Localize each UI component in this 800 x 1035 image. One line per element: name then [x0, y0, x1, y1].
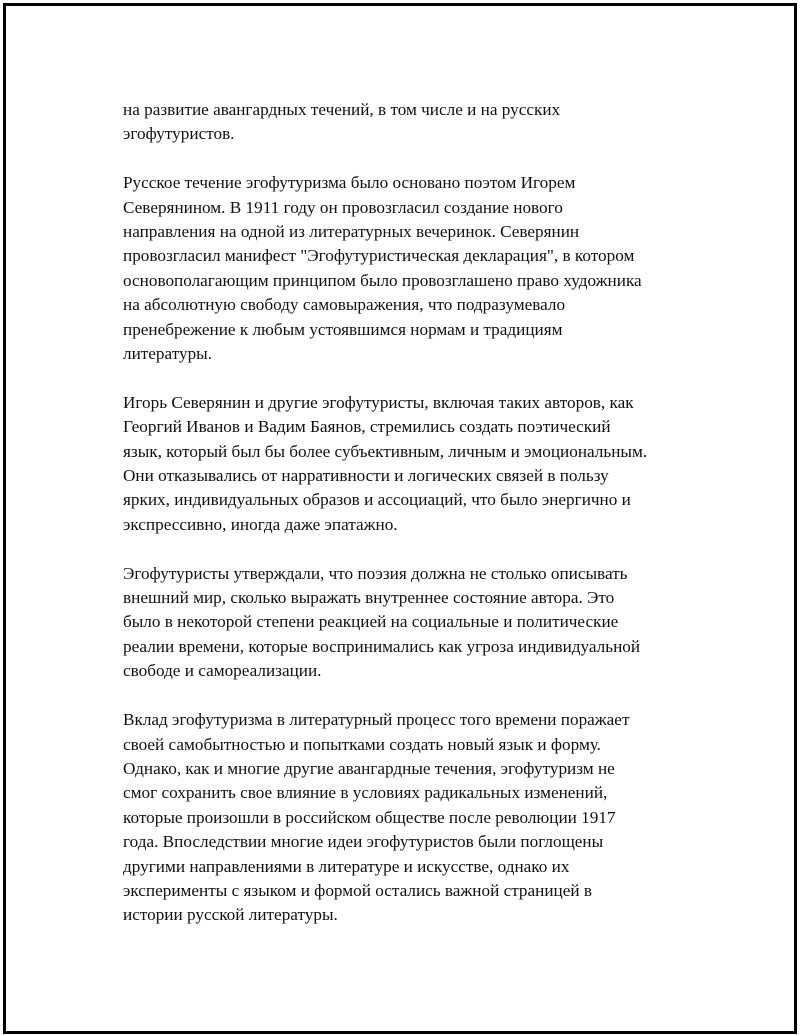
- paragraph-5: Вклад эгофутуризма в литературный процесс того времени поражает своей самобытностью и попытками создать новый язык и форму. Однако, как и многие другие авангардные течения, эгофутуризм не смог сохранить свое влияние в условиях радикальных изменений, которые произошли в российском обществе после революции 1917 года. Впоследствии многие идеи эгофутуристов были поглощены другими направлениями в литературе и искусстве, однако их эксперименты с языком и формой остались важной страницей в истории русской литературы.: [123, 710, 630, 925]
- paragraph-1: на развитие авангардных течений, в том числе и на русских эгофутуристов.: [123, 100, 561, 144]
- paragraph-4: Эгофутуристы утверждали, что поэзия должна не столько описывать внешний мир, сколько выражать внутреннее состояние автора. Это было в некоторой степени реакцией на социальные и политические реалии времени, которые воспринимались как угроза индивидуальной свободе и самореализации.: [123, 563, 641, 681]
- page-frame: [3, 3, 797, 1034]
- document-body: [123, 98, 713, 952]
- paragraph-3: Игорь Северянин и другие эгофутуристы, включая таких авторов, как Георгий Иванов и Вадим Баянов, стремились создать поэтический язык, который был бы более субъективным, личным и эмоциональным. Они отказывались от нарративности и логических связей в пользу ярких, индивидуальных образов и ассоциаций, что было энергично и экспрессивно, иногда даже эпатажно.: [123, 392, 648, 534]
- paragraph-2: Русское течение эгофутуризма было основано поэтом Игорем Северянином. В 1911 году он провозгласил создание нового направления на одной из литературных вечеринок. Северянин провозгласил манифест "Эгофутуристическая декларация", в котором основополагающим принципом было провозглашено право художника на абсолютную свободу самовыражения, что подразумевало пренебрежение к любым устоявшимся нормам и традициям литературы.: [123, 173, 642, 364]
